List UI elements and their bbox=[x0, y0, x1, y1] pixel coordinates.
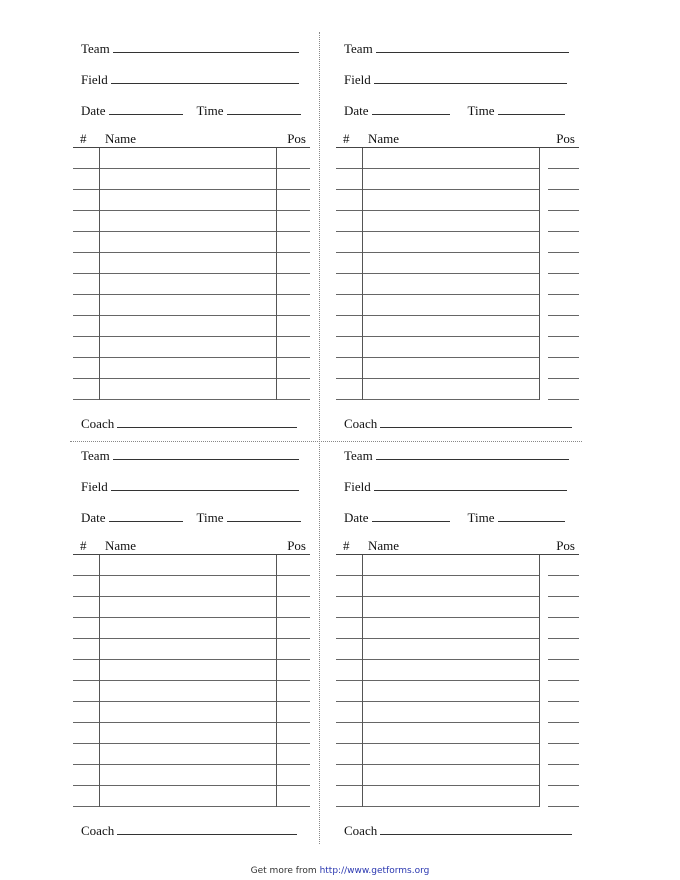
column-header-name: Name bbox=[368, 538, 400, 553]
time-input-line[interactable] bbox=[227, 509, 301, 522]
date-input-line[interactable] bbox=[109, 102, 183, 115]
name-column[interactable] bbox=[362, 148, 540, 400]
roster-row-line bbox=[277, 617, 310, 618]
roster-row-line bbox=[277, 764, 310, 765]
lineup-card bbox=[336, 33, 576, 438]
roster-row-line bbox=[73, 806, 99, 807]
roster-row-line bbox=[277, 659, 310, 660]
roster-row-line bbox=[277, 168, 310, 169]
roster-row-line bbox=[336, 617, 362, 618]
roster-row-line bbox=[73, 617, 99, 618]
roster-row-line bbox=[100, 294, 276, 295]
roster-row-line bbox=[100, 743, 276, 744]
number-column[interactable] bbox=[73, 148, 99, 400]
roster-row-line bbox=[100, 785, 276, 786]
roster-row-line bbox=[363, 231, 539, 232]
roster-row-line bbox=[548, 336, 579, 337]
roster-row-line bbox=[73, 701, 99, 702]
roster-row-line bbox=[277, 357, 310, 358]
column-header-name: Name bbox=[368, 131, 400, 146]
roster-row-line bbox=[100, 596, 276, 597]
roster-row-line bbox=[336, 596, 362, 597]
roster-row-line bbox=[548, 273, 579, 274]
roster-row-line bbox=[548, 357, 579, 358]
number-column[interactable] bbox=[73, 555, 99, 807]
field-field bbox=[81, 71, 299, 88]
roster-table bbox=[336, 131, 579, 401]
roster-row-line bbox=[73, 722, 99, 723]
roster-row-line bbox=[100, 575, 276, 576]
roster-row-line bbox=[277, 806, 310, 807]
roster-row-line bbox=[100, 617, 276, 618]
roster-row-line bbox=[336, 336, 362, 337]
roster-row-line bbox=[363, 378, 539, 379]
roster-row-line bbox=[336, 273, 362, 274]
coach-label: Coach bbox=[81, 416, 115, 431]
roster-row-line bbox=[277, 273, 310, 274]
roster-row-line bbox=[548, 743, 579, 744]
column-header-name: Name bbox=[105, 538, 137, 553]
team-label: Team bbox=[81, 41, 110, 56]
time-label: Time bbox=[467, 103, 495, 118]
roster-row-line bbox=[100, 336, 276, 337]
roster-row-line bbox=[336, 168, 362, 169]
roster-row-line bbox=[73, 231, 99, 232]
field-label: Field bbox=[344, 479, 371, 494]
roster-row-line bbox=[100, 189, 276, 190]
time-input-line[interactable] bbox=[498, 102, 565, 115]
roster-row-line bbox=[336, 399, 362, 400]
roster-row-line bbox=[100, 273, 276, 274]
roster-row-line bbox=[73, 294, 99, 295]
team-label: Team bbox=[344, 41, 373, 56]
roster-row-line bbox=[277, 315, 310, 316]
date-time-field bbox=[81, 509, 301, 526]
coach-field bbox=[81, 415, 297, 432]
roster-row-line bbox=[363, 399, 539, 400]
roster-row-line bbox=[336, 764, 362, 765]
name-column[interactable] bbox=[99, 148, 277, 400]
date-label: Date bbox=[344, 103, 369, 118]
roster-row-line bbox=[548, 168, 579, 169]
roster-row-line bbox=[100, 252, 276, 253]
position-column[interactable] bbox=[548, 555, 579, 807]
roster-row-line bbox=[73, 378, 99, 379]
roster-row-line bbox=[336, 189, 362, 190]
coach-input-line[interactable] bbox=[117, 822, 297, 835]
date-label: Date bbox=[81, 103, 106, 118]
lineup-card bbox=[73, 440, 313, 845]
team-field bbox=[81, 447, 299, 464]
roster-row-line bbox=[363, 596, 539, 597]
roster-row-line bbox=[336, 378, 362, 379]
date-input-line[interactable] bbox=[372, 509, 450, 522]
roster-row-line bbox=[548, 315, 579, 316]
column-header-name: Name bbox=[105, 131, 137, 146]
roster-row-line bbox=[363, 785, 539, 786]
roster-row-line bbox=[548, 617, 579, 618]
roster-row-line bbox=[548, 399, 579, 400]
roster-row-line bbox=[363, 743, 539, 744]
roster-row-line bbox=[73, 399, 99, 400]
coach-label: Coach bbox=[81, 823, 115, 838]
roster-row-line bbox=[363, 210, 539, 211]
column-header-position: Pos bbox=[556, 131, 575, 146]
roster-row-line bbox=[277, 189, 310, 190]
roster-table bbox=[336, 538, 579, 808]
coach-label: Coach bbox=[344, 416, 378, 431]
lineup-card bbox=[336, 440, 576, 845]
column-header-number: # bbox=[80, 131, 87, 146]
coach-field bbox=[81, 822, 297, 839]
time-label: Time bbox=[467, 510, 495, 525]
roster-row-line bbox=[363, 764, 539, 765]
roster-row-line bbox=[548, 189, 579, 190]
coach-input-line[interactable] bbox=[380, 415, 572, 428]
column-header-position: Pos bbox=[287, 538, 306, 553]
roster-row-line bbox=[336, 722, 362, 723]
footer-link[interactable]: http://www.getforms.org bbox=[319, 866, 430, 876]
roster-row-line bbox=[548, 806, 579, 807]
roster-row-line bbox=[277, 294, 310, 295]
roster-row-line bbox=[336, 315, 362, 316]
vertical-cut-line bbox=[319, 32, 320, 844]
date-time-field bbox=[81, 102, 301, 119]
time-input-line[interactable] bbox=[227, 102, 301, 115]
roster-row-line bbox=[73, 680, 99, 681]
roster-row-line bbox=[336, 785, 362, 786]
date-time-field bbox=[344, 509, 565, 526]
roster-row-line bbox=[100, 722, 276, 723]
roster-row-line bbox=[363, 659, 539, 660]
roster-row-line bbox=[363, 357, 539, 358]
date-input-line[interactable] bbox=[372, 102, 450, 115]
roster-row-line bbox=[277, 596, 310, 597]
roster-row-line bbox=[336, 231, 362, 232]
roster-row-line bbox=[363, 336, 539, 337]
roster-row-line bbox=[277, 785, 310, 786]
position-column[interactable] bbox=[277, 148, 310, 400]
team-field bbox=[344, 40, 569, 57]
team-input-line[interactable] bbox=[376, 40, 569, 53]
roster-row-line bbox=[548, 294, 579, 295]
field-label: Field bbox=[81, 72, 108, 87]
roster-row-line bbox=[336, 575, 362, 576]
roster-row-line bbox=[73, 168, 99, 169]
roster-row-line bbox=[336, 252, 362, 253]
roster-row-line bbox=[277, 638, 310, 639]
team-input-line[interactable] bbox=[376, 447, 569, 460]
field-input-line[interactable] bbox=[111, 71, 299, 84]
team-input-line[interactable] bbox=[113, 40, 299, 53]
roster-row-line bbox=[363, 638, 539, 639]
roster-row-line bbox=[73, 273, 99, 274]
number-column[interactable] bbox=[336, 148, 362, 400]
footer bbox=[0, 866, 680, 876]
lineup-card bbox=[73, 33, 313, 438]
name-column[interactable] bbox=[362, 555, 540, 807]
roster-row-line bbox=[336, 743, 362, 744]
roster-row-line bbox=[277, 231, 310, 232]
roster-row-line bbox=[277, 680, 310, 681]
roster-row-line bbox=[73, 575, 99, 576]
roster-row-line bbox=[100, 231, 276, 232]
date-label: Date bbox=[81, 510, 106, 525]
roster-row-line bbox=[73, 596, 99, 597]
roster-row-line bbox=[548, 680, 579, 681]
column-header-number: # bbox=[343, 131, 350, 146]
column-header-position: Pos bbox=[556, 538, 575, 553]
roster-row-line bbox=[100, 638, 276, 639]
field-input-line[interactable] bbox=[374, 478, 567, 491]
roster-row-line bbox=[73, 638, 99, 639]
coach-input-line[interactable] bbox=[117, 415, 297, 428]
roster-row-line bbox=[363, 575, 539, 576]
team-input-line[interactable] bbox=[113, 447, 299, 460]
roster-row-line bbox=[548, 231, 579, 232]
roster-row-line bbox=[100, 168, 276, 169]
roster-row-line bbox=[73, 659, 99, 660]
roster-row-line bbox=[100, 680, 276, 681]
roster-row-line bbox=[548, 252, 579, 253]
roster-row-line bbox=[73, 189, 99, 190]
roster-row-line bbox=[363, 722, 539, 723]
field-label: Field bbox=[81, 479, 108, 494]
team-field bbox=[344, 447, 569, 464]
roster-row-line bbox=[548, 596, 579, 597]
roster-row-line bbox=[336, 638, 362, 639]
roster-row-line bbox=[277, 722, 310, 723]
roster-row-line bbox=[73, 357, 99, 358]
roster-row-line bbox=[277, 252, 310, 253]
date-time-field bbox=[344, 102, 565, 119]
roster-row-line bbox=[363, 680, 539, 681]
roster-row-line bbox=[336, 701, 362, 702]
coach-field bbox=[344, 415, 572, 432]
roster-row-line bbox=[277, 743, 310, 744]
roster-table bbox=[73, 538, 310, 808]
roster-row-line bbox=[336, 294, 362, 295]
date-input-line[interactable] bbox=[109, 509, 183, 522]
roster-row-line bbox=[548, 659, 579, 660]
roster-row-line bbox=[548, 638, 579, 639]
roster-row-line bbox=[336, 806, 362, 807]
roster-table bbox=[73, 131, 310, 401]
roster-row-line bbox=[100, 701, 276, 702]
roster-row-line bbox=[336, 659, 362, 660]
team-label: Team bbox=[344, 448, 373, 463]
field-label: Field bbox=[344, 72, 371, 87]
position-column[interactable] bbox=[548, 148, 579, 400]
roster-row-line bbox=[100, 378, 276, 379]
coach-field bbox=[344, 822, 572, 839]
roster-row-line bbox=[277, 575, 310, 576]
roster-row-line bbox=[363, 189, 539, 190]
roster-row-line bbox=[336, 357, 362, 358]
roster-row-line bbox=[100, 357, 276, 358]
roster-row-line bbox=[363, 315, 539, 316]
roster-row-line bbox=[548, 785, 579, 786]
roster-row-line bbox=[73, 785, 99, 786]
time-label: Time bbox=[196, 103, 224, 118]
position-column[interactable] bbox=[277, 555, 310, 807]
number-column[interactable] bbox=[336, 555, 362, 807]
column-header-position: Pos bbox=[287, 131, 306, 146]
roster-row-line bbox=[548, 378, 579, 379]
roster-row-line bbox=[73, 743, 99, 744]
time-label: Time bbox=[196, 510, 224, 525]
roster-row-line bbox=[548, 575, 579, 576]
roster-row-line bbox=[548, 764, 579, 765]
footer-text: Get more from bbox=[250, 866, 317, 876]
roster-row-line bbox=[73, 764, 99, 765]
roster-row-line bbox=[363, 617, 539, 618]
coach-label: Coach bbox=[344, 823, 378, 838]
date-label: Date bbox=[344, 510, 369, 525]
roster-row-line bbox=[100, 210, 276, 211]
roster-row-line bbox=[73, 336, 99, 337]
roster-row-line bbox=[548, 210, 579, 211]
roster-row-line bbox=[363, 806, 539, 807]
roster-row-line bbox=[277, 399, 310, 400]
name-column[interactable] bbox=[99, 555, 277, 807]
roster-row-line bbox=[548, 701, 579, 702]
roster-row-line bbox=[100, 315, 276, 316]
field-field bbox=[344, 71, 567, 88]
column-header-number: # bbox=[343, 538, 350, 553]
roster-row-line bbox=[73, 252, 99, 253]
roster-row-line bbox=[277, 210, 310, 211]
roster-row-line bbox=[277, 701, 310, 702]
roster-row-line bbox=[100, 659, 276, 660]
roster-row-line bbox=[363, 273, 539, 274]
roster-row-line bbox=[277, 378, 310, 379]
field-field bbox=[344, 478, 567, 495]
roster-row-line bbox=[363, 294, 539, 295]
roster-row-line bbox=[363, 701, 539, 702]
roster-row-line bbox=[100, 764, 276, 765]
roster-row-line bbox=[548, 722, 579, 723]
roster-row-line bbox=[336, 680, 362, 681]
roster-row-line bbox=[73, 315, 99, 316]
roster-row-line bbox=[363, 168, 539, 169]
coach-input-line[interactable] bbox=[380, 822, 572, 835]
roster-row-line bbox=[73, 210, 99, 211]
roster-row-line bbox=[336, 210, 362, 211]
column-header-number: # bbox=[80, 538, 87, 553]
team-field bbox=[81, 40, 299, 57]
time-input-line[interactable] bbox=[498, 509, 565, 522]
field-field bbox=[81, 478, 299, 495]
roster-row-line bbox=[277, 336, 310, 337]
roster-row-line bbox=[100, 399, 276, 400]
field-input-line[interactable] bbox=[111, 478, 299, 491]
team-label: Team bbox=[81, 448, 110, 463]
roster-row-line bbox=[100, 806, 276, 807]
roster-row-line bbox=[363, 252, 539, 253]
field-input-line[interactable] bbox=[374, 71, 567, 84]
